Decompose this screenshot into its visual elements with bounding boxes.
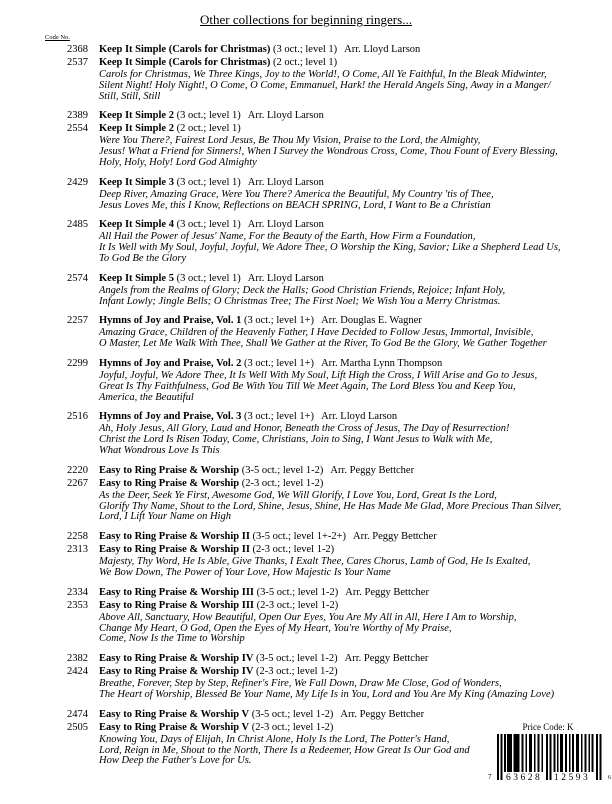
song-line: Glorify Thy Name, Shout to the Lord, Shine, Jesus, Shine, He Has Made Me Glad, More Precious Than Silver, bbox=[99, 500, 562, 512]
entry-spec: (3-5 oct.; level 1-2) bbox=[249, 708, 334, 720]
song-list bbox=[99, 286, 612, 308]
song-line: Carols for Christmas, We Three Kings, Joy to the World!, O Come, All Ye Faithful, In the Bleak Midwinter, bbox=[99, 69, 547, 80]
entry-title: Easy to Ring Praise & Worship IV bbox=[99, 666, 254, 678]
song-line: Still, Still, Still bbox=[99, 90, 161, 102]
code-number: 2424 bbox=[67, 666, 88, 678]
entry-spec: (2-3 oct.; level 1-2) bbox=[249, 721, 334, 733]
entry-title-line bbox=[99, 543, 334, 556]
entry-title-line bbox=[99, 357, 442, 370]
barcode-digit-left: 7 bbox=[488, 773, 492, 781]
entry-spec: (2-3 oct.; level 1-2) bbox=[254, 599, 339, 611]
entry-title: Keep It Simple 5 bbox=[99, 272, 174, 284]
entry-title: Easy to Ring Praise & Worship II bbox=[99, 544, 250, 556]
arranger: Arr. Lloyd Larson bbox=[321, 411, 398, 423]
entry-group bbox=[0, 410, 612, 456]
song-line: Above All, Sanctuary, How Beautiful, Open Our Eyes, You Are My All in All, Here I Am to Worship, bbox=[99, 611, 517, 623]
song-list bbox=[99, 190, 612, 212]
entry-title: Easy to Ring Praise & Worship III bbox=[99, 599, 254, 611]
entry-title: Easy to Ring Praise & Worship V bbox=[99, 708, 250, 720]
entry-spec: (3-5 oct.; level 1+-2+) bbox=[249, 531, 347, 543]
entries bbox=[0, 43, 612, 767]
code-number: 2474 bbox=[67, 708, 88, 720]
entry-group bbox=[0, 652, 612, 701]
code-number: 2382 bbox=[67, 653, 88, 665]
song-list bbox=[99, 232, 612, 264]
song-line: Knowing You, Days of Elijah, In Christ Alone, Holy Is the Lord, The Potter's Hand, bbox=[99, 733, 450, 745]
song-list bbox=[99, 70, 612, 102]
entry-group bbox=[0, 586, 612, 645]
arranger: Arr. Lloyd Larson bbox=[247, 110, 324, 122]
entry-title: Keep It Simple 2 bbox=[99, 123, 174, 135]
entry-row bbox=[0, 543, 612, 556]
entry-title: Hymns of Joy and Praise, Vol. 1 bbox=[99, 315, 242, 327]
entry-row bbox=[0, 708, 612, 721]
song-line: Breathe, Forever, Step by Step, Refiner's Fire, We Fall Down, Draw Me Close, God of Wonders, bbox=[99, 678, 502, 690]
entry-title-line bbox=[99, 56, 337, 69]
code-number: 2574 bbox=[67, 272, 88, 284]
code-number: 2429 bbox=[67, 176, 88, 188]
entry-title-line bbox=[99, 218, 324, 231]
song-list bbox=[99, 679, 612, 701]
barcode-digits-1: 63628 bbox=[506, 773, 543, 783]
entry-row bbox=[0, 599, 612, 612]
barcode-bars bbox=[488, 734, 611, 783]
entry-spec: (3-5 oct.; level 1-2) bbox=[253, 653, 338, 665]
song-line: It Is Well with My Soul, Joyful, Joyful, We Adore Thee, O Worship the King, Savior; Like a Shepherd Lead Us, bbox=[99, 242, 561, 254]
song-line: Lord, Reign in Me, Shout to the North, There Is a Redeemer, How Great Is Our God and bbox=[99, 744, 470, 756]
entry-group bbox=[0, 109, 612, 168]
song-line: Jesus Loves Me, this I Know, Reflections on BEACH SPRING, Lord, I Want to Be a Christian bbox=[99, 199, 491, 211]
entry-title-line bbox=[99, 721, 333, 734]
song-line: Joyful, Joyful, We Adore Thee, It Is Well With My Soul, Lift High the Cross, I Will Arise and Go to Jesus, bbox=[99, 369, 538, 381]
entry-title: Easy to Ring Praise & Worship bbox=[99, 477, 240, 489]
song-line: What Wondrous Love Is This bbox=[99, 444, 220, 456]
arranger: Arr. Martha Lynn Thompson bbox=[321, 357, 443, 369]
code-number: 2505 bbox=[67, 721, 88, 733]
arranger: Arr. Peggy Bettcher bbox=[344, 653, 429, 665]
code-number: 2554 bbox=[67, 123, 88, 135]
song-list bbox=[99, 328, 612, 350]
song-list bbox=[99, 491, 612, 523]
entry-title: Easy to Ring Praise & Worship V bbox=[99, 721, 250, 733]
entry-spec: (2-3 oct.; level 1-2) bbox=[239, 477, 324, 489]
code-number: 2485 bbox=[67, 219, 88, 231]
entry-spec: (3 oct.; level 1+) bbox=[241, 411, 315, 423]
entry-spec: (3 oct.; level 1) bbox=[173, 272, 241, 284]
entry-row bbox=[0, 43, 612, 56]
song-line: Change My Heart, O God, Open the Eyes of My Heart, You're Worthy of My Praise, bbox=[99, 622, 452, 634]
entry-group bbox=[0, 218, 612, 264]
entry-title-line bbox=[99, 665, 338, 678]
entry-title: Easy to Ring Praise & Worship IV bbox=[99, 653, 254, 665]
song-line: America, the Beautiful bbox=[99, 391, 194, 403]
arranger: Arr. Lloyd Larson bbox=[247, 176, 324, 188]
entry-spec: (3 oct.; level 1+) bbox=[241, 315, 315, 327]
song-line: Holy, Holy, Holy! Lord God Almighty bbox=[99, 156, 257, 168]
entry-title: Keep It Simple 4 bbox=[99, 219, 174, 231]
entry-title-line bbox=[99, 652, 428, 665]
song-list bbox=[99, 424, 612, 456]
song-line: Christ the Lord Is Risen Today, Come, Christians, Join to Sing, I Want Jesus to Walk with Me, bbox=[99, 434, 493, 446]
song-line: How Deep the Father's Love for Us. bbox=[99, 755, 252, 767]
arranger: Arr. Peggy Bettcher bbox=[330, 464, 415, 476]
song-list bbox=[99, 613, 612, 645]
song-line: Jesus! What a Friend for Sinners!, When I Survey the Wondrous Cross, Come, Thou Fount of Every Blessing, bbox=[99, 146, 558, 158]
entry-row bbox=[0, 357, 612, 370]
arranger: Arr. Peggy Bettcher bbox=[340, 708, 425, 720]
entry-group bbox=[0, 314, 612, 350]
entry-title-line bbox=[99, 43, 420, 56]
entry-title-line bbox=[99, 708, 424, 721]
song-line: O Master, Let Me Walk With Thee, Shall We Gather at the River, To God Be the Glory, We Gather Together bbox=[99, 338, 547, 350]
song-list bbox=[99, 557, 612, 579]
song-line: Were You There?, Fairest Lord Jesus, Be Thou My Vision, Praise to the Lord, the Almighty, bbox=[99, 135, 481, 147]
entry-spec: (2-3 oct.; level 1-2) bbox=[253, 666, 338, 678]
entry-spec: (3 oct.; level 1) bbox=[173, 219, 241, 231]
entry-title-line bbox=[99, 314, 422, 327]
song-line: To God Be the Glory bbox=[99, 252, 187, 264]
barcode-digit-right: 6 bbox=[608, 775, 611, 781]
entry-spec: (2-3 oct.; level 1-2) bbox=[249, 544, 335, 556]
entry-row bbox=[0, 314, 612, 327]
arranger: Arr. Peggy Bettcher bbox=[353, 531, 437, 543]
entry-title-line bbox=[99, 272, 324, 285]
entry-title-line bbox=[99, 464, 414, 477]
entry-group bbox=[0, 43, 612, 102]
entry-spec: (3-5 oct.; level 1-2) bbox=[254, 586, 339, 598]
song-line: Come, Now Is the Time to Worship bbox=[99, 633, 245, 645]
entry-spec: (2 oct.; level 1) bbox=[270, 57, 338, 68]
entry-group bbox=[0, 530, 612, 579]
entry-row bbox=[0, 586, 612, 599]
code-no-label: Code No. bbox=[45, 34, 70, 41]
entry-title-line bbox=[99, 530, 437, 543]
entry-title: Keep It Simple 2 bbox=[99, 110, 174, 122]
barcode bbox=[487, 722, 609, 782]
entry-spec: (2 oct.; level 1) bbox=[173, 123, 241, 135]
code-number: 2368 bbox=[67, 44, 88, 55]
code-number: 2257 bbox=[67, 315, 88, 327]
song-line: Angels from the Realms of Glory; Deck the Halls; Good Christian Friends, Rejoice; Infant Holy, bbox=[99, 284, 506, 296]
song-line: The Heart of Worship, Blessed Be Your Name, My Life Is in You, Lord and You Are My King (Amazing Love) bbox=[99, 688, 555, 700]
entry-row bbox=[0, 122, 612, 135]
song-line: Deep River, Amazing Grace, Were You There? America the Beautiful, My Country 'tis of Thee, bbox=[99, 188, 494, 200]
code-number: 2220 bbox=[67, 464, 88, 476]
entry-title-line bbox=[99, 599, 338, 612]
entry-title: Easy to Ring Praise & Worship bbox=[99, 464, 240, 476]
entry-group bbox=[0, 176, 612, 212]
entry-row bbox=[0, 176, 612, 189]
page bbox=[0, 12, 612, 804]
page-title: Other collections for beginning ringers... bbox=[200, 12, 412, 27]
song-line: Great Is Thy Faithfulness, God Be With You Till We Meet Again, The Lord Bless You and Keep You, bbox=[99, 380, 516, 392]
entry-spec: (3 oct.; level 1) bbox=[173, 176, 241, 188]
song-line: We Bow Down, The Power of Your Love, How Majestic Is Your Name bbox=[99, 566, 391, 578]
entry-title-line bbox=[99, 586, 429, 599]
song-line: As the Deer, Seek Ye First, Awesome God, We Will Glorify, I Love You, Lord, Great Is the Lord, bbox=[99, 489, 497, 501]
code-number: 2258 bbox=[67, 531, 88, 543]
barcode-digits-2: 12593 bbox=[554, 773, 591, 783]
entry-spec: (3 oct.; level 1) bbox=[173, 110, 241, 122]
arranger: Arr. Lloyd Larson bbox=[344, 44, 421, 55]
entry-title-line bbox=[99, 122, 241, 135]
code-number: 2334 bbox=[67, 586, 88, 598]
song-line: Lord, I Lift Your Name on High bbox=[99, 511, 231, 523]
entry-row bbox=[0, 56, 612, 69]
entry-title: Keep It Simple (Carols for Christmas) bbox=[99, 44, 271, 55]
code-number: 2537 bbox=[67, 57, 88, 68]
entry-title-line bbox=[99, 176, 324, 189]
code-number: 2353 bbox=[67, 599, 88, 611]
entry-row bbox=[0, 652, 612, 665]
code-number: 2267 bbox=[67, 477, 88, 489]
entry-row bbox=[0, 477, 612, 490]
entry-title-line bbox=[99, 410, 397, 423]
song-line: All Hail the Power of Jesus' Name, For the Beauty of the Earth, How Firm a Foundation, bbox=[99, 231, 476, 243]
arranger: Arr. Lloyd Larson bbox=[247, 272, 324, 284]
entry-row bbox=[0, 530, 612, 543]
entry-group bbox=[0, 272, 612, 308]
song-line: Infant Lowly; Jingle Bells; O Christmas Tree; The First Noel; We Wish You a Merry Christmas. bbox=[99, 295, 501, 307]
code-number: 2299 bbox=[67, 357, 88, 369]
entry-row bbox=[0, 218, 612, 231]
entry-row bbox=[0, 464, 612, 477]
entry-title-line bbox=[99, 477, 323, 490]
arranger: Arr. Peggy Bettcher bbox=[345, 586, 429, 598]
entry-group bbox=[0, 464, 612, 523]
song-line: Silent Night! Holy Night!, O Come, O Come, Emmanuel, Hark! the Herald Angels Sing, Away in a Manger/ bbox=[99, 79, 551, 91]
code-number: 2516 bbox=[67, 411, 88, 423]
arranger: Arr. Lloyd Larson bbox=[247, 219, 324, 231]
entry-row bbox=[0, 665, 612, 678]
entry-title-line bbox=[99, 109, 324, 122]
arranger: Arr. Douglas E. Wagner bbox=[321, 315, 422, 327]
price-code-label: Price Code: K bbox=[522, 722, 574, 732]
code-number: 2313 bbox=[67, 544, 88, 556]
entry-spec: (3 oct.; level 1+) bbox=[241, 357, 315, 369]
entry-row bbox=[0, 272, 612, 285]
entry-title: Easy to Ring Praise & Worship III bbox=[99, 586, 254, 598]
code-number: 2389 bbox=[67, 110, 88, 122]
song-list bbox=[99, 136, 612, 168]
entry-title: Keep It Simple 3 bbox=[99, 176, 174, 188]
entry-spec: (3-5 oct.; level 1-2) bbox=[239, 464, 324, 476]
entry-row bbox=[0, 410, 612, 423]
song-line: Amazing Grace, Children of the Heavenly Father, I Have Decided to Follow Jesus, Immortal, Invisible, bbox=[99, 327, 534, 339]
entry-row bbox=[0, 109, 612, 122]
song-line: Majesty, Thy Word, He Is Able, Give Thanks, I Exalt Thee, Cares Chorus, Lamb of God, He Is Exalted, bbox=[99, 556, 531, 568]
entry-title: Keep It Simple (Carols for Christmas) bbox=[99, 57, 271, 68]
entry-title: Easy to Ring Praise & Worship II bbox=[99, 531, 250, 543]
entry-title: Hymns of Joy and Praise, Vol. 2 bbox=[99, 357, 242, 369]
song-list bbox=[99, 371, 612, 403]
entry-group bbox=[0, 357, 612, 403]
song-line: Ah, Holy Jesus, All Glory, Laud and Honor, Beneath the Cross of Jesus, The Day of Resurrection! bbox=[99, 423, 510, 435]
entry-spec: (3 oct.; level 1) bbox=[270, 44, 338, 55]
entry-title: Hymns of Joy and Praise, Vol. 3 bbox=[99, 411, 242, 423]
